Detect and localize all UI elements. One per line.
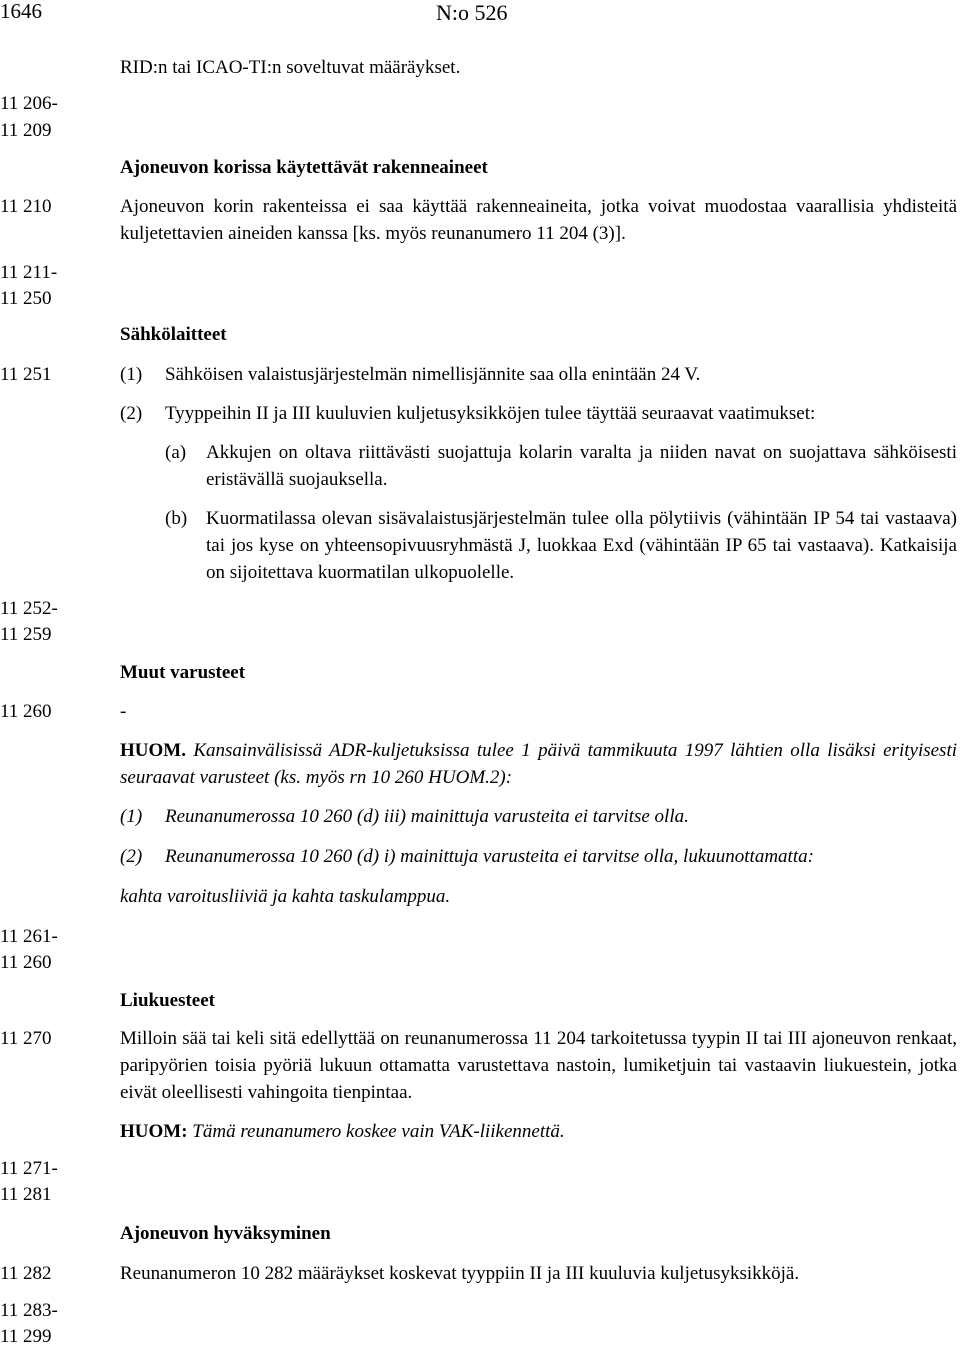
margin-number: 11 251 <box>0 364 52 385</box>
margin-number: 11 250 <box>0 288 52 309</box>
margin-number: 11 210 <box>0 196 52 217</box>
section-heading: Muut varusteet <box>120 662 246 683</box>
margin-number: 11 261- <box>0 926 58 947</box>
margin-number: 11 260 <box>0 701 52 722</box>
section-heading: Liukuesteet <box>120 990 215 1011</box>
note-item: Reunanumerossa 10 260 (d) i) mainittuja varusteita ei tarvitse olla, lukuunottamatta: <box>165 846 814 867</box>
note-item: Reunanumerossa 10 260 (d) iii) mainittuja varusteita ei tarvitse olla. <box>165 806 689 827</box>
section-heading: Ajoneuvon korissa käytettävät rakenneaineet <box>120 157 488 178</box>
rid-text: RID:n tai ICAO-TI:n soveltuvat määräykset. <box>120 57 461 78</box>
note-label: HUOM: <box>120 1121 188 1142</box>
paragraph: Reunanumeron 10 282 määräykset koskevat tyyppiin II ja III kuuluvia kuljetusyksikköjä. <box>120 1263 800 1284</box>
margin-number: 11 209 <box>0 120 52 141</box>
margin-number: 11 282 <box>0 1263 52 1284</box>
margin-number: 11 283- <box>0 1300 58 1321</box>
item-letter: (b) <box>165 508 188 529</box>
note-item-continuation: kahta varoitusliiviä ja kahta taskulamppua. <box>120 886 451 907</box>
margin-number: 11 260 <box>0 952 52 973</box>
note-paragraph <box>120 1118 565 1145</box>
issue-number: N:o 526 <box>436 0 508 25</box>
item-number: (1) <box>120 806 143 827</box>
margin-number: 11 299 <box>0 1326 52 1347</box>
item-letter: (a) <box>165 442 187 463</box>
paragraph: Ajoneuvon korin rakenteissa ei saa käyttää rakenneaineita, jotka voivat muodostaa vaarallisia yhdisteitä kuljetettavien aineiden kanssa [ks. myös reunanumero 11 204 (3)]. <box>120 196 957 244</box>
margin-number: 11 281 <box>0 1184 52 1205</box>
page-number: 1646 <box>0 0 42 23</box>
paragraph: Sähköisen valaistusjärjestelmän nimellisjännite saa olla enintään 24 V. <box>165 364 701 385</box>
note-label: HUOM. <box>120 740 186 761</box>
margin-number: 11 271- <box>0 1158 58 1179</box>
item-number: (2) <box>120 846 143 867</box>
margin-number: 11 206- <box>0 93 58 114</box>
item-number: (1) <box>120 364 143 385</box>
margin-number: 11 252- <box>0 598 58 619</box>
item-number: (2) <box>120 403 143 424</box>
paragraph: Milloin sää tai keli sitä edellyttää on reunanumerossa 11 204 tarkoitetussa tyypin II tai III ajoneuvon renkaat, paripyörien toisia pyöriä lukuun ottamatta varustettava nastoin, lumiketjuin tai vastaavin liukuestein, jotka eivät oleellisesti vahingoita tienpintaa. <box>120 1028 957 1103</box>
margin-number: 11 211- <box>0 262 58 283</box>
note-paragraph <box>120 737 957 791</box>
dash: - <box>120 701 127 722</box>
paragraph: Tyyppeihin II ja III kuuluvien kuljetusyksikköjen tulee täyttää seuraavat vaatimukset: <box>165 403 816 424</box>
section-heading: Sähkölaitteet <box>120 324 227 345</box>
note-text: Tämä reunanumero koskee vain VAK-liikennettä. <box>192 1121 565 1142</box>
section-heading: Ajoneuvon hyväksyminen <box>120 1223 331 1244</box>
paragraph: Akkujen on oltava riittävästi suojattuja kolarin varalta ja niiden navat on suojattava sähköisesti eristävällä suojauksella. <box>206 442 957 490</box>
note-text: Kansainvälisissä ADR-kuljetuksissa tulee 1 päivä tammikuuta 1997 lähtien olla lisäksi erityisesti seuraavat varusteet (ks. myös rn 10 260 HUOM.2): <box>120 740 957 788</box>
margin-number: 11 259 <box>0 624 52 645</box>
margin-number: 11 270 <box>0 1028 52 1049</box>
paragraph: Kuormatilassa olevan sisävalaistusjärjestelmän tulee olla pölytiivis (vähintään IP 54 tai vastaava) tai jos kyse on yhteensopivuusryhmästä J, luokkaa Exd (vähintään IP 65 tai vastaava). Katkaisija on sijoitettava kuormatilan ulkopuolelle. <box>206 508 957 583</box>
